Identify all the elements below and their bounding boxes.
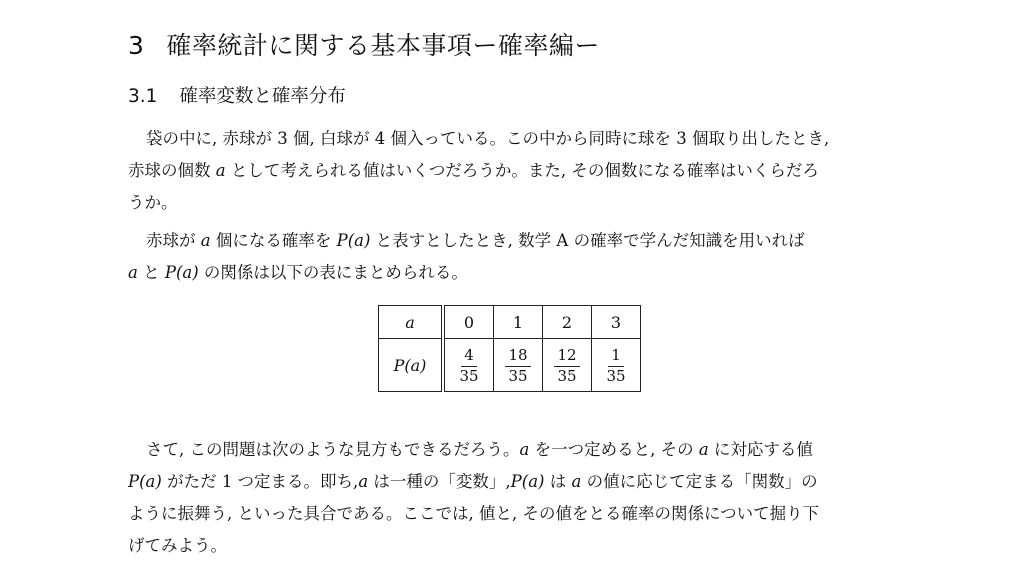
text-span: として考えられる値はいくつだろうか。また, その個数になる確率はいくらだろ: [225, 161, 819, 180]
math-var: a: [215, 161, 226, 180]
probability-table: [378, 305, 641, 392]
paragraph3-line1: [146, 436, 896, 460]
fraction: [603, 348, 628, 385]
table-cell: 2: [543, 306, 592, 339]
text-span: 赤球の個数: [128, 161, 216, 180]
table-header-a: a: [379, 306, 444, 339]
table-row: [379, 339, 641, 392]
fraction: [505, 348, 530, 385]
math-expr: P(a): [128, 472, 162, 491]
numerator: 12: [554, 348, 579, 367]
math-expr: A: [556, 231, 569, 250]
denominator: 35: [557, 367, 577, 385]
paragraph1-line3: [128, 189, 896, 213]
math-expr: P(a): [164, 263, 199, 282]
fraction: [456, 348, 481, 385]
table-header-pa: P(a): [379, 339, 444, 392]
text-span: うか。: [128, 193, 178, 212]
paragraph3-line2: [128, 468, 896, 492]
math-var: a: [200, 231, 211, 250]
text-span: に対応する値: [708, 440, 813, 459]
table-cell: 3: [592, 306, 641, 339]
paragraph1-line2: [128, 157, 896, 181]
paragraph3-line3: [128, 500, 896, 524]
subsection-title: [128, 82, 346, 108]
section-title: [128, 26, 600, 62]
text-span: げてみよう。: [128, 536, 227, 555]
text-span: 個になる確率を: [210, 231, 337, 250]
table-cell: [443, 339, 494, 392]
math-var: a: [128, 263, 138, 282]
numerator: 4: [461, 348, 477, 367]
text-span: を一つ定めると, その: [529, 440, 699, 459]
math-var: a: [698, 440, 709, 459]
table-cell: 1: [494, 306, 543, 339]
subsection-title-text: 確率変数と確率分布: [179, 86, 346, 107]
text-span: さて, この問題は次のような見方もできるだろう。: [146, 440, 520, 459]
fraction: [554, 348, 579, 385]
paragraph3-line4: [128, 532, 896, 556]
numerator: 18: [505, 348, 530, 367]
text-span: 袋の中に, 赤球が 3 個, 白球が 4 個入っている。この中から同時に球を 3 個取り出したとき,: [146, 129, 830, 148]
denominator: 35: [606, 367, 626, 385]
text-span: ように振舞う, といった具合である。ここでは, 値と, その値をとる確率の関係について掘り下: [128, 504, 820, 523]
paragraph1-line1: [146, 125, 896, 149]
table-row: [379, 306, 641, 339]
section-number: 3: [128, 31, 145, 60]
math-expr: P(a): [510, 472, 545, 491]
math-var: a: [571, 472, 582, 491]
numerator: 1: [608, 348, 624, 367]
text-span: と表すとしたとき, 数学: [370, 231, 557, 250]
math-var: a: [519, 440, 530, 459]
text-span: は一種の「変数」,: [368, 472, 511, 491]
math-expr: P(a): [336, 231, 371, 250]
math-var: a: [358, 472, 369, 491]
text-span: がただ 1 つ定まる。即ち,: [161, 472, 359, 491]
denominator: 35: [508, 367, 528, 385]
table-cell: [494, 339, 543, 392]
text-span: と: [137, 263, 165, 282]
text-span: の値に応じて定まる「関数」の: [581, 472, 818, 491]
text-span: 赤球が: [146, 231, 201, 250]
table-cell: 0: [443, 306, 494, 339]
text-span: の確率で学んだ知識を用いれば: [568, 231, 805, 250]
table-cell: [592, 339, 641, 392]
subsection-number: 3.1: [128, 86, 158, 107]
paragraph2-line1: [146, 227, 896, 251]
text-span: は: [544, 472, 572, 491]
table-cell: [543, 339, 592, 392]
paragraph2-line2: [128, 259, 896, 283]
denominator: 35: [459, 367, 479, 385]
text-span: の関係は以下の表にまとめられる。: [198, 263, 468, 282]
section-title-text: 確率統計に関する基本事項ー確率編ー: [166, 31, 600, 60]
